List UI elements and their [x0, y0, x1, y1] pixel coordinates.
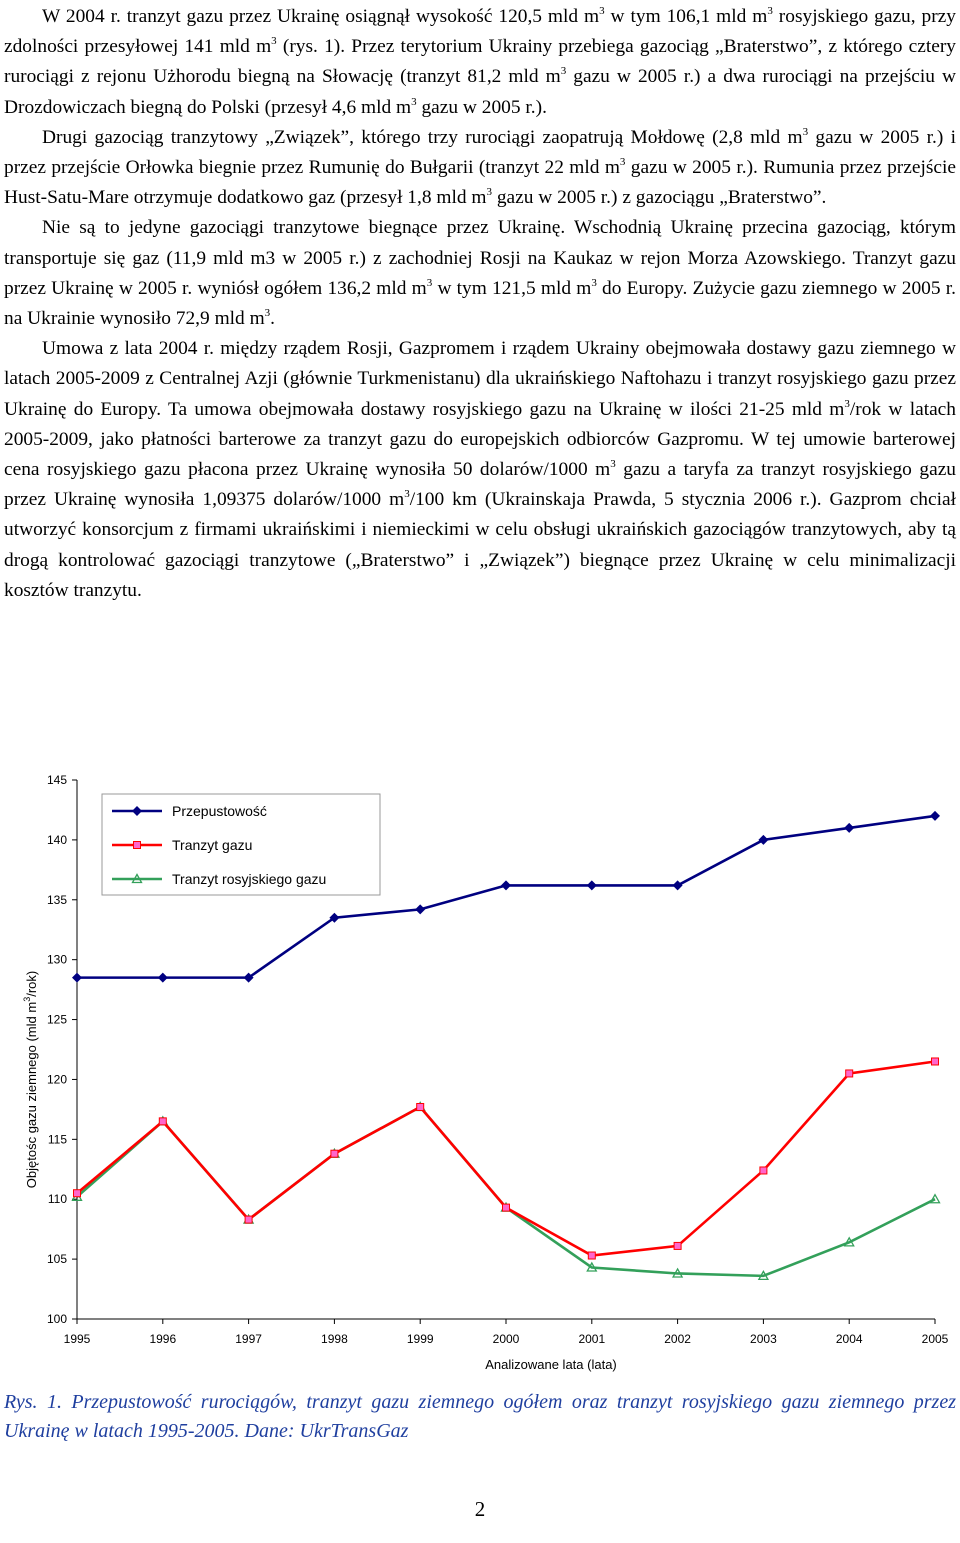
data-point: [673, 880, 683, 890]
x-tick-label: 1997: [235, 1332, 262, 1346]
text-run: W 2004 r. tranzyt gazu przez Ukrainę osiągnął wysokość 120,5 mld m: [42, 6, 600, 27]
text-run: do Europy. Zużycie gazu ziemnego w 2005 r. na Ukrainie wynosiło 72,9 mld m: [4, 277, 956, 330]
y-tick-label: 135: [46, 892, 67, 907]
paragraph: [4, 334, 956, 606]
y-tick-label: 125: [46, 1012, 67, 1027]
data-point: [72, 973, 82, 983]
y-tick-label: 110: [47, 1192, 67, 1207]
series-line: [77, 1061, 935, 1255]
data-point: [930, 811, 940, 821]
text-run: Nie są to jedyne gazociągi tranzytowe biegnące przez Ukrainę. Wschodnią Ukrainę przecina gazociąg, którym transportuje się gaz (11,9 mld m3 w 2005 r.) z zachodniej Rosji na Kaukaz w rejon Morza Azowskiego. Tranzyt gazu przez Ukrainę w 2005 r. wyniósł ogółem 136,2 mld m: [4, 217, 956, 299]
x-tick-label: 1999: [406, 1332, 434, 1346]
superscript: 3: [426, 276, 433, 289]
paragraph: [4, 2, 956, 123]
body-text: [4, 2, 956, 606]
superscript: 3: [767, 5, 773, 17]
y-axis-label-tail: /rok): [24, 970, 39, 997]
y-tick-label: 145: [46, 773, 67, 787]
data-point: [760, 1167, 767, 1174]
text-run: /rok w latach 2005-2009, jako płatności barterowe za tranzyt gazu do europejskich odbiorców Gazpromu. W tej umowie barterowej cena rosyjskiego gazu płacona przez Ukrainę wynosiła 50 dolarów/1000 m: [4, 398, 956, 481]
y-axis-label: [22, 971, 39, 1188]
superscript: 3: [271, 35, 277, 48]
data-point: [158, 973, 168, 983]
text-run: gazu a taryfa za tranzyt rosyjskiego gazu przez Ukrainę wynosiła 1,09375 dolarów/1000 m: [4, 459, 956, 511]
data-point: [846, 1070, 853, 1077]
superscript: 3: [599, 5, 605, 17]
superscript: 3: [264, 307, 271, 320]
text-run: gazu w 2005 r.).: [416, 96, 547, 118]
data-point: [588, 1252, 595, 1259]
data-point: [844, 823, 854, 833]
text-run: gazu w 2005 r.) z gazociągu „Braterstwo”.: [492, 187, 827, 209]
x-axis-label: Analizowane lata (lata): [485, 1357, 617, 1372]
y-tick-label: 105: [46, 1252, 67, 1267]
legend-marker: [134, 842, 141, 849]
paragraph: [4, 123, 956, 214]
figure-caption: Rys. 1. Przepustowość rurociągów, tranzyt gazu ziemnego ogółem oraz tranzyt rosyjskiego gazu ziemnego przez Ukrainę w latach 1995-2005. Dane: UkrTransGaz: [4, 1391, 956, 1442]
text-run: gazu w 2005 r.). Rumunia przez przejście Hust-Satu-Mare otrzymuje dodatkowo gaz (przesył 1,8 mld m: [4, 157, 956, 209]
y-axis-label-main: Objętośc gazu ziemnego (mld m: [24, 1001, 39, 1189]
series-line: [77, 1107, 935, 1276]
text-run: (rys. 1). Przez terytorium Ukrainy przebiega gazociąg „Braterstwo”, z którego cztery rurociągi z rejonu Użhorodu biegną na Słowację (tranzyt 81,2 mld m: [4, 36, 956, 88]
y-tick-label: 115: [47, 1132, 67, 1147]
x-tick-label: 2002: [664, 1332, 691, 1346]
text-run: gazu w 2005 r.) a dwa rurociągi na przejściu w Drozdowiczach biegną do Polski (przesył 4,6 mld m: [4, 66, 956, 118]
x-tick-label: 2004: [835, 1332, 863, 1346]
text-run: w tym 121,5 mld m: [432, 277, 592, 299]
x-tick-label: 2001: [578, 1332, 606, 1346]
text-run: .: [270, 308, 276, 330]
superscript: 3: [404, 488, 410, 501]
superscript: 3: [619, 156, 626, 169]
series-1: [74, 1058, 939, 1259]
x-tick-label: 2000: [492, 1332, 520, 1346]
text-run: w tym 106,1 mld m: [604, 6, 768, 27]
y-tick-label: 120: [46, 1072, 67, 1087]
data-point: [415, 904, 425, 914]
x-tick-label: 2005: [921, 1332, 949, 1346]
superscript: 3: [560, 65, 567, 78]
data-point: [758, 835, 768, 845]
superscript: 3: [591, 276, 597, 289]
x-tick-label: 1996: [149, 1332, 177, 1346]
data-point: [501, 880, 511, 890]
y-tick-label: 130: [46, 952, 67, 967]
data-point: [932, 1058, 939, 1065]
x-tick-label: 1995: [63, 1332, 91, 1346]
text-run: Drugi gazociąg tranzytowy „Związek”, którego trzy rurociągi zaopatrują Mołdowę (2,8 mld m: [42, 126, 803, 148]
legend-label: Tranzyt rosyjskiego gazu: [172, 871, 327, 887]
data-point: [245, 1216, 252, 1223]
text-run: rosyjskiego gazu, przy zdolności przesyłowej 141 mld m: [4, 6, 956, 58]
legend-label: Przepustowość: [172, 803, 267, 819]
superscript: 3: [844, 397, 850, 410]
data-point: [503, 1204, 510, 1211]
x-tick-label: 2003: [750, 1332, 777, 1346]
data-point: [931, 1195, 940, 1203]
legend-label: Tranzyt gazu: [172, 837, 253, 853]
data-point: [587, 880, 597, 890]
superscript: 3: [411, 95, 417, 108]
line-chart: [0, 760, 960, 1380]
data-point: [674, 1242, 681, 1249]
text-run: /100 km (Ukrainskaja Prawda, 5 stycznia 2006 r.). Gazprom chciał utworzyć konsorcjum z firmami ukraińskimi i niemieckimi w celu obsługi ukraińskich gazociągów tranzytowych, aby tą drogą kontrolować gazociągi tranzytowe („Braterstwo” i „Związek”) biegnące przez Ukrainę w celu minimalizacji kosztów tranzytu.: [4, 489, 956, 601]
y-tick-label: 100: [46, 1312, 67, 1326]
data-point: [74, 1190, 81, 1197]
data-point: [331, 1150, 338, 1157]
superscript: 3: [610, 458, 616, 471]
paragraph: [4, 213, 956, 334]
data-point: [417, 1103, 424, 1110]
series-2: [73, 1102, 940, 1279]
superscript: 3: [486, 186, 492, 199]
text-run: Umowa z lata 2004 r. między rządem Rosji, Gazpromem i rządem Ukrainy obejmowała dostawy gazu ziemnego w latach 2005-2009 z Centralnej Azji (głównie Turkmenistanu) dla ukraińskiego Naftohazu i tranzyt rosyjskiego gazu przez Ukrainę do Europy. Ta umowa obejmowała dostawy rosyjskiego gazu na Ukrainę w ilości 21-25 mld m: [4, 338, 956, 420]
text-run: gazu w 2005 r.) i przez przejście Orłowka biegnie przez Rumunię do Bułgarii (tranzyt 22 mld m: [4, 126, 956, 179]
data-point: [159, 1118, 166, 1125]
chart-legend: [102, 794, 380, 895]
y-tick-label: 140: [46, 832, 67, 847]
page-number: 2: [474, 1497, 486, 1521]
y-axis-label-sup: 3: [22, 996, 32, 1002]
x-tick-label: 1998: [321, 1332, 348, 1346]
superscript: 3: [802, 125, 809, 138]
